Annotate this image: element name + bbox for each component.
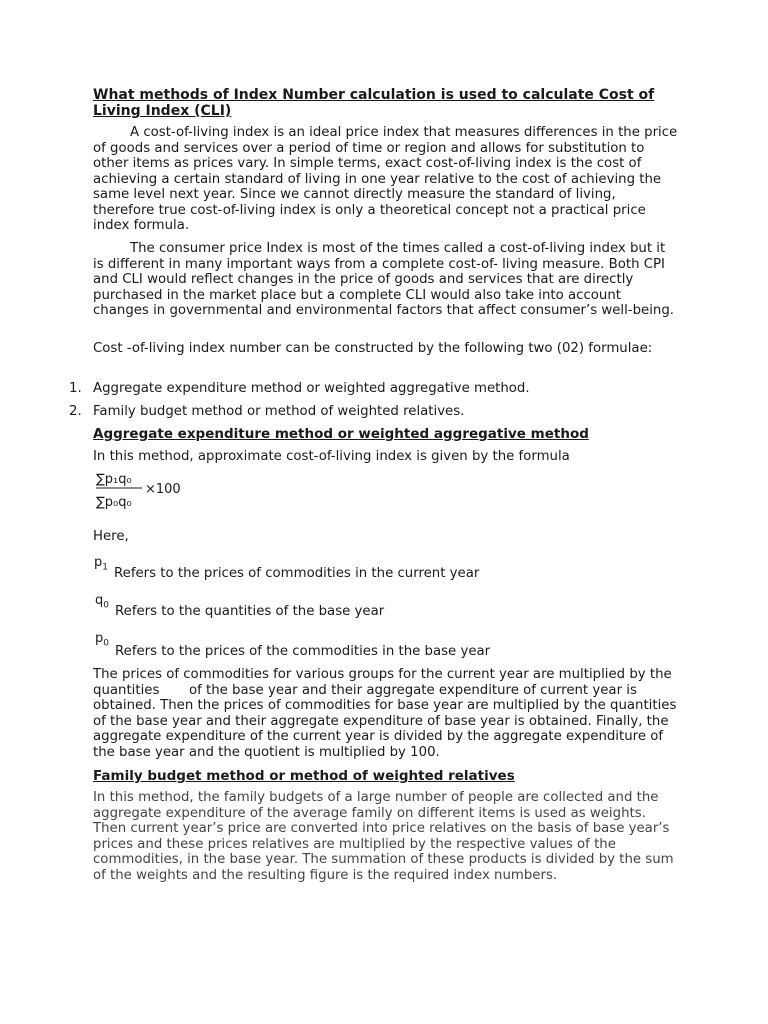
intro-paragraph-3: Cost -of-living index number can be constructed by the following two (02) formulae: [93,341,653,356]
list-item-number: 1. [69,381,82,396]
family-budget-paragraph: In this method, the family budgets of a large number of people are collected and the aggregate expenditure of the average family on different items is used as weights. Then current year’s price are converted into price relatives on the basis of base year’s prices and these prices relatives are multiplied by the respective values of the commodities, in the base year. The summation of these products is divided by the sum of the weights and the resulting figure is the required index numbers. [93,790,674,883]
definition-p1: Refers to the prices of commodities in the current year [114,566,480,581]
list-item [69,404,669,427]
here-label: Here, [93,529,129,544]
formula-multiplier: ×100 [145,482,181,497]
section-heading-family-budget: Family budget method or method of weighted relatives [93,768,515,784]
page-title: What methods of Index Number calculation is used to calculate Cost of Living Index (CLI) [93,87,655,119]
methods-list [69,381,669,427]
list-item [69,381,669,404]
symbol-q0: $q_0$ [95,593,109,611]
section-heading-aggregate: Aggregate expenditure method or weighted aggregative method [93,426,589,442]
definition-p0: Refers to the prices of the commodities in the base year [115,644,491,659]
cost-of-living-formula [96,465,216,513]
list-item-text: Aggregate expenditure method or weighted aggregative method. [93,381,530,396]
intro-paragraph-2: The consumer price Index is most of the times called a cost-of-living index but it is different in many important ways from a complete cost-of- living measure. Both CPI and CLI would reflect changes in the price of goods and services that are directly purchased in the market place but a complete CLI would also take into account changes in governmental and environmental factors that affect consumer’s well-being. [93,241,675,318]
formula-numerator: ∑p₁q₀ [96,472,132,487]
symbol-p1: $p_1$ [94,555,108,573]
symbol-p0: $p_0$ [95,631,109,649]
list-item-text: Family budget method or method of weighted relatives. [93,404,465,419]
explanation-paragraph: The prices of commodities for various groups for the current year are multiplied by the quantities of the base year and their aggregate expenditure of current year is obtained. Then the prices of commodities for base year are multiplied by the quantities of the base year and their aggregate expenditure of base year is obtained. Finally, the aggregate expenditure of the current year is divided by the aggregate expenditure of the base year and the quotient is multiplied by 100. [93,667,681,760]
intro-paragraph-1: A cost-of-living index is an ideal price index that measures differences in the price of goods and services over a period of time or region and allows for substitution to other items as prices vary. In simple terms, exact cost-of-living index is the cost of achieving a certain standard of living in one year relative to the cost of achieving the same level next year. Since we cannot directly measure the standard of living, therefore true cost-of-living index is only a theoretical concept not a practical price index formula. [93,125,678,233]
list-item-number: 2. [69,404,82,419]
formula-denominator: ∑p₀q₀ [96,495,132,510]
definition-q0: Refers to the quantities of the base year [115,604,385,619]
formula-lead-text: In this method, approximate cost-of-living index is given by the formula [93,449,570,464]
